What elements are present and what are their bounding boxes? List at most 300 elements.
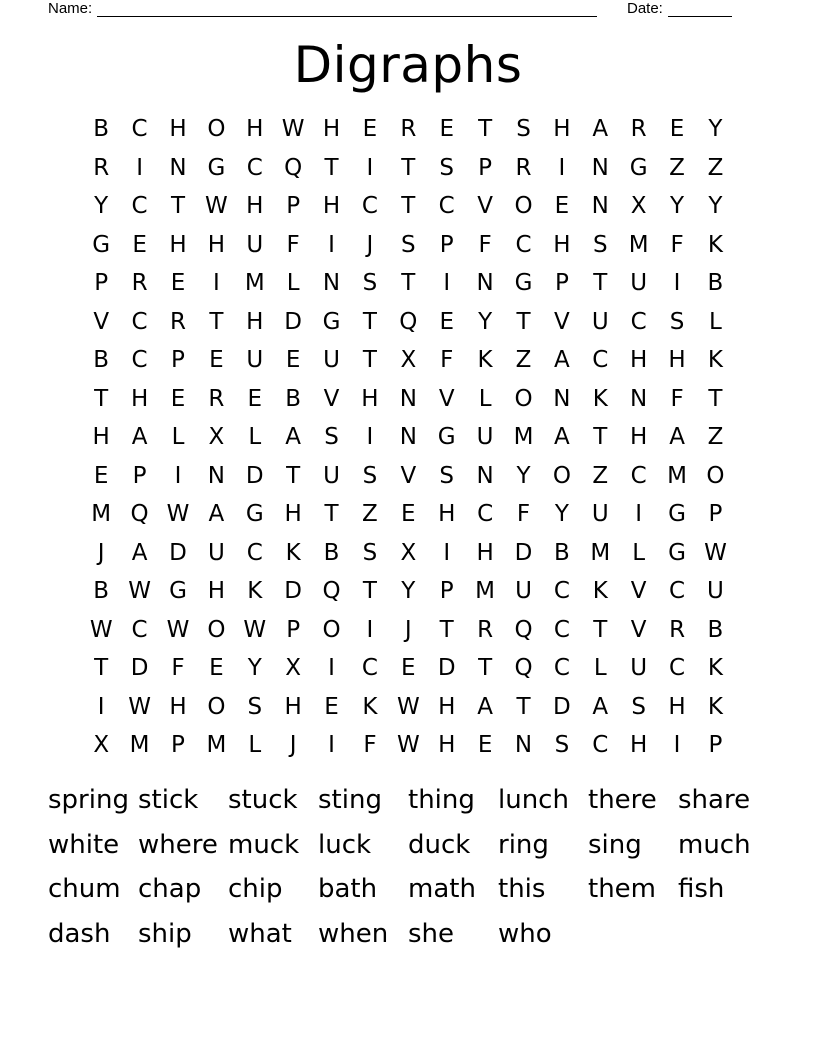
grid-letter: W [281,116,305,143]
word-list-item: there [588,785,657,815]
grid-letter: C [592,732,609,759]
grid-letter: U [323,462,340,489]
grid-letter: S [362,462,378,489]
grid-letter: E [170,270,186,297]
grid-letter: R [93,154,110,181]
grid-letter: C [630,308,647,335]
grid-letter: H [438,693,456,720]
grid-letter: N [399,385,417,412]
grid-letter: B [93,116,110,143]
grid-letter: C [361,655,378,682]
grid-letter: R [131,270,148,297]
word-list-item: thing [408,785,475,815]
grid-letter: U [630,270,648,297]
word-list-item: chip [228,874,283,905]
grid-letter: C [553,578,570,605]
grid-letter: C [592,347,609,374]
grid-letter: P [171,732,185,759]
word-list-item: lunch [498,785,569,815]
grid-letter: H [630,347,648,374]
grid-letter: K [592,578,608,605]
grid-letter: A [285,424,302,451]
grid-letter: S [554,732,570,759]
grid-letter: N [591,193,609,220]
grid-letter: C [553,616,570,643]
grid-letter: R [400,116,417,143]
grid-letter: M [667,462,687,489]
grid-letter: Z [592,462,609,489]
grid-letter: T [94,655,109,682]
grid-letter: G [92,231,111,258]
grid-letter: T [401,270,416,297]
grid-letter: E [401,501,416,528]
grid-letter: W [166,616,190,643]
grid-letter: T [593,270,608,297]
grid-letter: H [246,116,264,143]
grid-letter: H [668,347,686,374]
grid-letter: O [207,693,226,720]
grid-letter: E [477,732,493,759]
grid-letter: T [94,385,109,412]
grid-letter: B [553,539,570,566]
grid-letter: T [708,385,723,412]
grid-letter: C [477,501,494,528]
grid-letter: Y [401,578,416,605]
grid-letter: D [437,655,456,682]
grid-letter: B [707,616,724,643]
grid-letter: T [401,154,416,181]
grid-letter: S [631,693,646,720]
grid-letter: N [399,424,417,451]
grid-letter: I [443,539,451,566]
grid-letter: F [286,231,300,258]
grid-letter: S [362,270,378,297]
grid-letter: N [207,462,225,489]
page-title: Digraphs [293,36,523,94]
grid-letter: H [169,693,187,720]
word-list-item: who [498,918,552,949]
grid-letter: H [207,578,226,605]
name-line [97,1,597,17]
grid-letter: O [552,462,571,489]
grid-letter: P [171,347,185,374]
grid-letter: P [439,231,454,258]
grid-letter: M [590,539,611,566]
grid-letter: M [129,732,150,759]
grid-letter: H [130,385,149,412]
grid-letter: W [396,693,420,720]
grid-letter: Y [94,193,109,220]
grid-letter: E [170,385,186,412]
grid-letter: H [246,308,264,335]
grid-letter: V [400,462,417,489]
grid-letter: E [209,347,224,374]
grid-letter: P [286,193,301,220]
grid-letter: Q [514,616,533,643]
grid-letter: Q [399,308,418,335]
grid-letter: O [706,462,725,489]
grid-letter: C [669,578,686,605]
word-list-item: chum [48,874,121,905]
grid-letter: S [439,154,455,181]
grid-letter: S [669,308,685,335]
grid-letter: U [707,578,724,605]
word-list-item: stick [138,785,199,815]
word-list-item: what [228,918,292,949]
grid-letter: T [516,693,531,720]
grid-letter: P [94,270,109,297]
grid-letter: N [322,270,341,297]
grid-letter: C [131,116,148,143]
grid-letter: I [212,270,220,297]
grid-letter: L [286,270,300,297]
grid-letter: H [169,231,187,258]
grid-letter: D [169,539,187,566]
grid-letter: P [132,462,147,489]
grid-letter: G [169,578,187,605]
grid-letter: S [247,693,263,720]
grid-letter: O [207,616,226,643]
word-list-item: spring [48,785,129,815]
grid-letter: E [554,193,570,220]
grid-letter: S [362,539,378,566]
grid-letter: T [286,462,301,489]
grid-letter: N [476,270,494,297]
grid-letter: X [630,193,647,220]
grid-letter: V [93,308,110,335]
word-list-item: fish [678,874,725,905]
grid-letter: Y [478,308,493,335]
grid-letter: M [206,732,227,759]
grid-letter: T [209,308,224,335]
grid-letter: P [286,616,301,643]
grid-letter: W [128,693,151,720]
grid-letter: W [204,193,228,220]
grid-letter: G [207,154,226,181]
grid-letter: O [207,116,226,143]
grid-letter: H [322,193,341,220]
grid-letter: P [708,732,723,759]
grid-letter: A [208,501,225,528]
grid-letter: G [245,501,264,528]
grid-letter: H [284,693,302,720]
grid-letter: T [439,616,454,643]
grid-letter: Y [670,193,685,220]
grid-letter: I [558,154,566,181]
grid-letter: R [169,308,186,335]
grid-letter: W [128,578,151,605]
date-field [627,0,732,17]
grid-letter: T [593,424,608,451]
grid-letter: L [248,424,262,451]
word-list-item: share [678,785,751,815]
grid-letter: C [131,347,148,374]
grid-letter: E [401,655,416,682]
grid-letter: D [514,539,533,566]
grid-letter: W [89,616,113,643]
word-list-item: dash [48,918,111,949]
grid-letter: F [363,732,377,759]
grid-letter: U [246,231,264,258]
word-list-item: math [408,874,476,905]
grid-letter: C [246,154,263,181]
grid-letter: G [514,270,533,297]
grid-letter: C [669,655,686,682]
grid-letter: C [553,655,570,682]
grid-letter: K [707,347,723,374]
grid-letter: E [93,462,109,489]
grid-letter: F [670,385,684,412]
grid-letter: S [439,462,455,489]
grid-letter: H [284,501,302,528]
grid-letter: V [630,616,647,643]
grid-letter: L [709,308,722,335]
grid-letter: E [439,308,454,335]
grid-letter: T [170,193,185,220]
grid-letter: U [323,347,340,374]
grid-letter: F [478,231,492,258]
grid-letter: V [477,193,493,220]
grid-letter: F [171,655,185,682]
grid-letter: A [669,424,685,451]
grid-letter: U [630,655,648,682]
grid-letter: I [174,462,182,489]
grid-letter: S [592,231,608,258]
grid-letter: U [591,308,609,335]
grid-letter: I [366,616,374,643]
grid-letter: E [132,231,147,258]
word-list-item: white [48,829,120,860]
grid-letter: T [362,578,377,605]
header [0,0,816,24]
name-label: Name: [48,0,93,17]
grid-letter: I [673,732,681,759]
grid-letter: T [362,308,377,335]
grid-letter: N [591,154,609,181]
grid-letter: R [669,616,686,643]
grid-letter: X [400,347,417,374]
grid-letter: Y [247,655,262,682]
grid-letter: Z [707,154,724,181]
grid-letter: S [324,424,339,451]
grid-letter: T [478,655,493,682]
grid-letter: Y [708,116,723,143]
grid-letter: C [246,539,263,566]
grid-letter: Q [284,154,303,181]
grid-letter: A [554,424,570,451]
grid-letter: H [246,193,264,220]
grid-letter: C [131,308,148,335]
grid-letter: W [243,616,267,643]
grid-letter: I [97,693,105,720]
word-list-item: where [138,829,218,860]
grid-letter: H [553,116,571,143]
word-list-item: duck [408,829,471,860]
grid-letter: I [366,154,374,181]
grid-letter: C [515,231,532,258]
grid-letter: Y [554,501,569,528]
grid-letter: S [401,231,416,258]
grid-letter: R [515,154,532,181]
grid-letter: O [514,385,533,412]
grid-letter: H [92,424,110,451]
grid-letter: V [554,308,570,335]
grid-letter: D [130,655,149,682]
grid-letter: T [362,347,377,374]
word-list-item: ship [138,918,192,949]
grid-letter: Q [322,578,341,605]
grid-letter: E [362,116,378,143]
grid-letter: B [707,270,724,297]
grid-letter: Z [362,501,378,528]
grid-letter: N [630,385,648,412]
grid-letter: U [476,424,494,451]
grid-letter: X [400,539,417,566]
grid-letter: L [632,539,646,566]
grid-letter: C [438,193,455,220]
grid-letter: H [322,116,341,143]
grid-letter: E [439,116,454,143]
grid-letter: I [136,154,143,181]
grid-letter: H [169,116,187,143]
grid-letter: H [438,501,456,528]
grid-letter: G [668,501,686,528]
grid-letter: J [97,539,105,566]
grid-letter: B [93,347,110,374]
grid-letter: T [516,308,531,335]
grid-letter: J [404,616,412,643]
grid-letter: L [248,732,262,759]
grid-letter: G [629,154,648,181]
grid-letter: P [439,578,454,605]
grid-letter: M [475,578,496,605]
grid-letter: W [166,501,190,528]
grid-letter: I [328,231,335,258]
grid-letter: M [513,424,534,451]
grid-letter: F [516,501,531,528]
grid-letter: A [554,347,570,374]
grid-letter: E [669,116,685,143]
grid-letter: N [553,385,571,412]
grid-letter: T [478,116,493,143]
grid-letter: V [323,385,340,412]
grid-letter: H [476,539,494,566]
grid-letter: S [516,116,531,143]
grid-letter: B [323,539,340,566]
grid-letter: V [438,385,455,412]
grid-letter: R [477,616,494,643]
grid-letter: C [131,616,148,643]
grid-letter: E [285,347,301,374]
grid-letter: P [554,270,569,297]
word-list-item: she [408,918,455,949]
word-list-item: them [588,874,656,905]
grid-letter: M [244,270,265,297]
grid-letter: X [93,732,110,759]
word-list-item: stuck [228,785,298,815]
grid-letter: O [322,616,341,643]
grid-letter: V [630,578,647,605]
grid-letter: H [630,732,648,759]
grid-letter: G [437,424,456,451]
grid-letter: G [322,308,341,335]
word-list-item: muck [228,829,300,860]
grid-letter: N [476,462,494,489]
grid-letter: D [553,693,571,720]
word-list-item: bath [318,874,378,905]
grid-letter: U [591,501,609,528]
grid-letter: I [328,732,335,759]
grid-letter: U [246,347,264,374]
grid-letter: Q [514,655,533,682]
word-list-item: chap [138,874,202,905]
grid-letter: A [131,539,148,566]
grid-letter: E [324,693,339,720]
grid-letter: I [673,270,681,297]
grid-letter: T [593,616,608,643]
grid-letter: I [366,424,374,451]
grid-letter: E [247,385,263,412]
grid-letter: U [515,578,532,605]
grid-letter: K [707,693,723,720]
grid-letter: I [635,501,643,528]
grid-letter: B [93,578,110,605]
grid-letter: Z [707,424,724,451]
letter-grid [82,110,735,765]
name-field [48,0,597,17]
grid-letter: X [285,655,302,682]
grid-letter: H [361,385,379,412]
word-list-item: sing [588,829,642,860]
grid-letter: R [630,116,647,143]
grid-letter: D [245,462,264,489]
grid-letter: P [478,154,493,181]
grid-letter: Y [516,462,531,489]
grid-letter: K [592,385,608,412]
word-list-item: when [318,918,389,949]
word-list-item: luck [318,829,372,860]
grid-letter: T [324,501,339,528]
grid-letter: J [366,231,374,258]
grid-letter: M [91,501,112,528]
grid-letter: H [553,231,571,258]
word-list-item: sting [318,785,382,815]
grid-letter: Q [130,501,149,528]
grid-letter: H [438,732,456,759]
grid-letter: F [440,347,454,374]
grid-letter: Y [708,193,723,220]
grid-letter: O [514,193,533,220]
grid-letter: H [207,231,226,258]
grid-letter: A [131,424,148,451]
grid-letter: W [704,539,727,566]
grid-letter: Z [515,347,532,374]
grid-letter: E [209,655,224,682]
grid-letter: G [668,539,686,566]
grid-letter: K [707,655,723,682]
grid-letter: H [668,693,686,720]
grid-letter: X [208,424,225,451]
grid-letter: A [477,693,493,720]
grid-letter: C [630,462,647,489]
grid-letter: A [592,693,609,720]
grid-letter: F [670,231,684,258]
grid-letter: L [171,424,185,451]
date-label: Date: [627,0,663,17]
grid-letter: T [324,154,339,181]
grid-letter: H [630,424,648,451]
grid-letter: R [208,385,225,412]
